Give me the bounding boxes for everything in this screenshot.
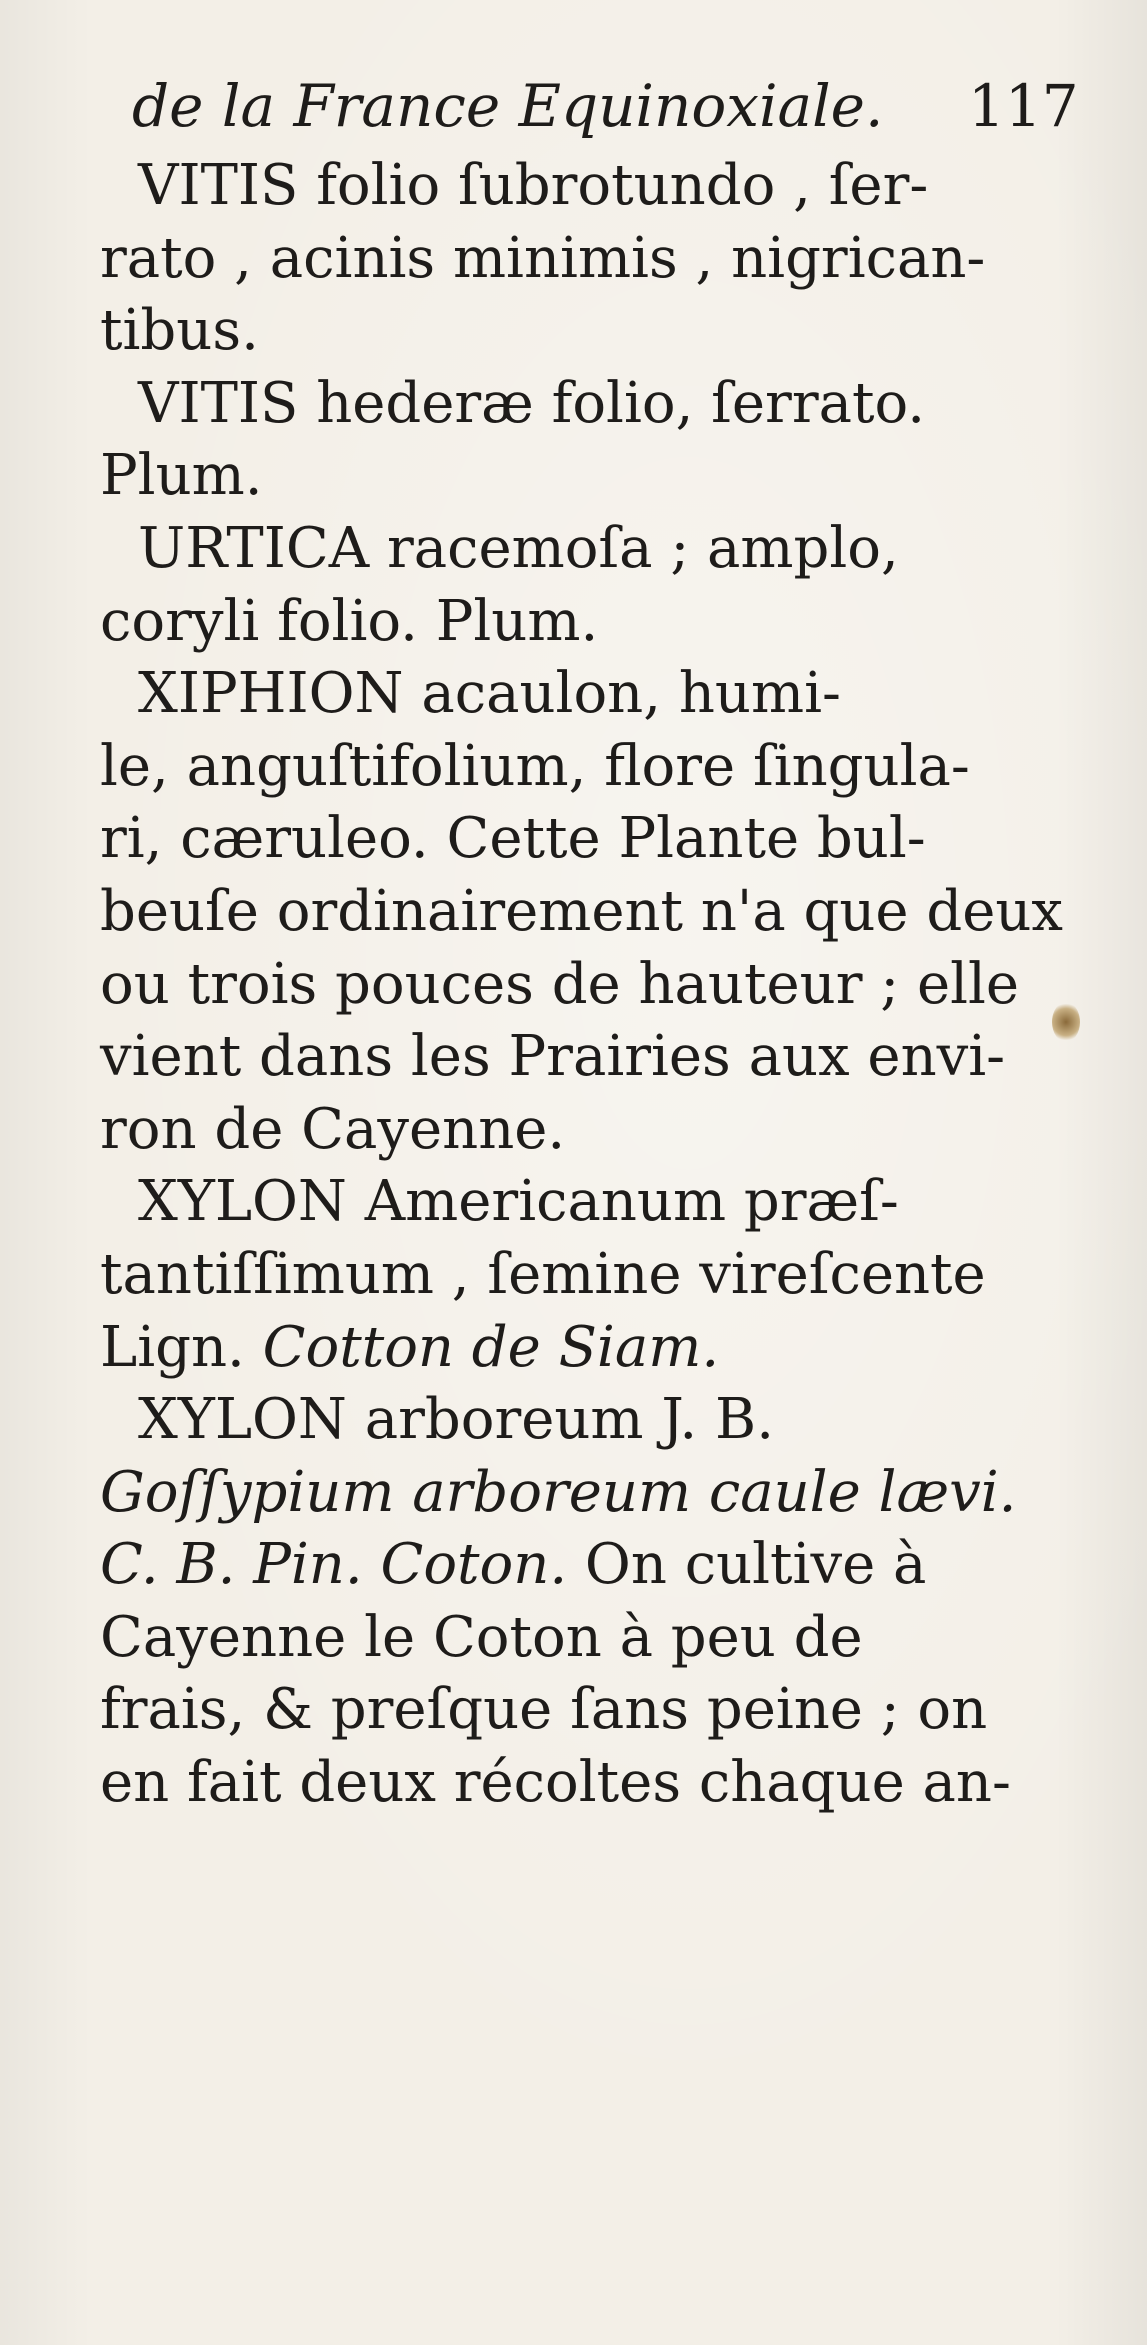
italic-run: C. B. Pin. Coton. <box>100 1532 568 1598</box>
text-line: tibus. <box>100 298 259 364</box>
text-line: le, anguſtifolium, flore ſingula- <box>100 733 970 799</box>
text-line <box>100 1529 980 1602</box>
text-line: Goſſypium arboreum caule lævi. <box>100 1459 1017 1525</box>
text-line: ron de Cayenne. <box>100 1096 566 1162</box>
text-line: Cayenne le Coton à peu de <box>100 1604 863 1670</box>
italic-run: Cotton de Siam. <box>262 1314 720 1380</box>
text-line: tantiſſimum , ſemine vireſcente <box>100 1241 986 1307</box>
text-line: vient dans les Prairies aux envi- <box>100 1024 1006 1090</box>
text-run: Lign. <box>100 1314 245 1380</box>
text-line: URTICA racemoſa ; amplo, <box>138 515 899 581</box>
text-line: Plum. <box>100 443 263 509</box>
text-line: beuſe ordinairement n'a que deux <box>100 878 1063 944</box>
text-run: On cultive à <box>567 1532 927 1598</box>
text-line: ou trois pouces de hauteur ; elle <box>100 951 1020 1017</box>
text-line: VITIS folio ſubrotundo , ſer- <box>138 153 929 218</box>
text-line: XIPHION acaulon, humi- <box>138 661 841 727</box>
text-line: XYLON arboreum J. B. <box>138 1387 774 1453</box>
running-title: de la France Equinoxiale. <box>132 72 884 140</box>
text-line: XYLON Americanum præſ- <box>138 1169 899 1235</box>
text-line: rato , acinis minimis , nigrican- <box>100 225 986 291</box>
page-header <box>132 70 1079 142</box>
text-line: VITIS hederæ folio, ſerrato. <box>138 370 926 436</box>
text-line: en fait deux récoltes chaque an- <box>100 1750 1011 1816</box>
text-line: frais, & preſque ſans peine ; on <box>100 1677 988 1743</box>
body-text <box>100 150 1063 1820</box>
text-line: coryli folio. Plum. <box>100 588 599 654</box>
text-line: ri, cæruleo. Cette Plante bul- <box>100 806 926 872</box>
text-line <box>100 1312 980 1385</box>
paper-stain <box>1052 1002 1080 1042</box>
page-number: 117 <box>968 72 1079 140</box>
